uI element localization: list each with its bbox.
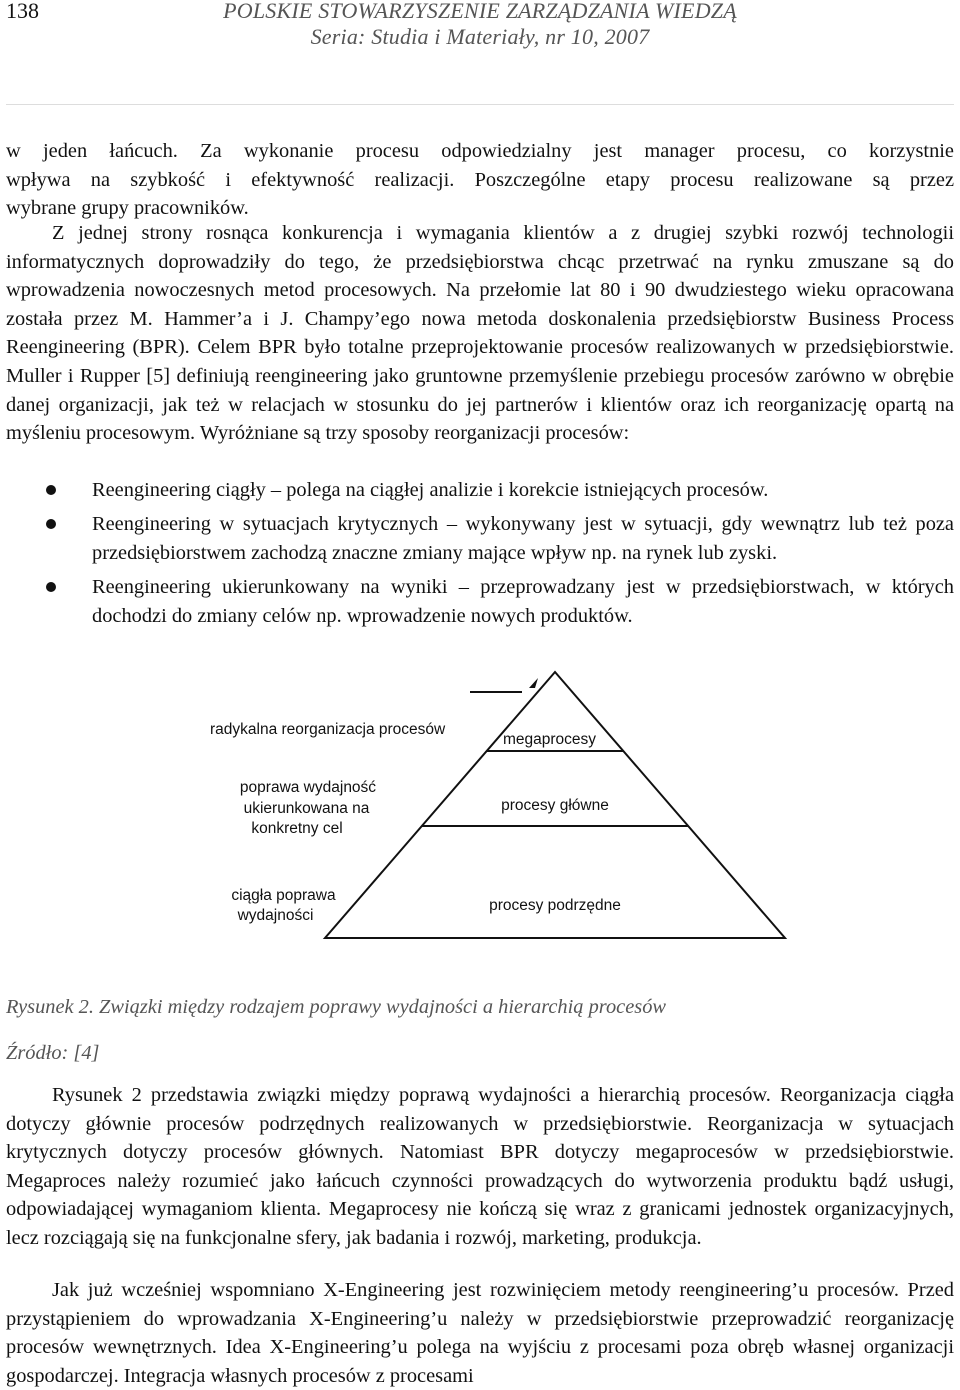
bullet-dot-icon <box>46 582 56 592</box>
bullet-dot-icon <box>46 519 56 529</box>
figure-caption: Rysunek 2. Związki między rodzajem poprawy wydajności a hierarchią procesów <box>6 996 666 1018</box>
label-radical-reorganization: radykalna reorganizacja procesów <box>210 721 446 738</box>
level-label-megaprocesses: megaprocesy <box>503 731 597 748</box>
label-targeted-line-2: ukierunkowana na <box>243 800 370 817</box>
bullet-item <box>6 476 954 504</box>
label-continuous-line-1: ciągła poprawa <box>231 887 336 904</box>
header-divider <box>6 104 954 105</box>
body-paragraph-3 <box>6 1276 954 1390</box>
bullet-text: Reengineering w sytuacjach krytycznych – wykonywany jest w sytuacji, gdy wewnątrz lub też poza przedsiębiorstwem zachodzą znaczne zmiany mające wpływ np. na rynek lub zyski. <box>92 513 954 564</box>
figure-source: Źródło: [4] <box>6 1042 100 1064</box>
intro-paragraph <box>6 137 954 223</box>
running-header <box>0 0 960 60</box>
level-label-main-processes: procesy główne <box>501 797 609 814</box>
label-targeted-line-1: poprawa wydajność <box>239 779 377 796</box>
bullet-item <box>6 573 954 630</box>
paragraph-1-text: Z jednej strony rosnąca konkurencja i wymagania klientów a z drugiej szybki rozwój technologii informatycznych doprowadziły do tego, że przedsiębiorstwa chcąc przetrwać na rynku zmuszane są do wprowadzenia nowoczesnych metod procesowych. Na przełomie lat 80 i 90 dwudziestego wieku opracowana została przez M. Hammer’a i J. Champy’ego nowa metoda doskonalenia przedsiębiorstw Business Process Reengineering (BPR). Celem BPR było totalne przeprojektowanie procesów realizowanych w przedsiębiorstwie. Muller i Rupper [5] definiują reengineering jako gruntowne przemyślenie przebiegu procesów zarówno w obrębie danej organizacji, jak też w relacjach w stosunku do jej partnerów i klientów oraz ich reorganizację opartą na myśleniu procesowym. Wyróżniane są trzy sposoby reorganizacji procesów: <box>6 222 954 445</box>
page-number: 138 <box>6 0 39 23</box>
intro-line-1: w jeden łańcuch. Za wykonanie procesu odpowiedzialny jest manager procesu, co korzystnie <box>6 140 954 162</box>
journal-series: Seria: Studia i Materiały, nr 10, 2007 <box>310 24 650 49</box>
journal-title: POLSKIE STOWARZYSZENIE ZARZĄDZANIA WIEDZĄ <box>223 0 737 23</box>
paragraph-3-text: Jak już wcześniej wspomniano X-Engineering jest rozwinięciem metody reengineering’u procesów. Przed przystąpieniem do wprowadzania X-Engineering’u należy w przedsiębiorstwie przeprowadzić reorganizację procesów wewnętrznych. Idea X-Engineering’u polega na wyjściu z procesami poza obręb własnej organizacji gospodarczej. Integracja własnych procesów z procesami <box>6 1279 954 1387</box>
arrow-head-icon <box>529 678 538 688</box>
level-label-subordinate-processes: procesy podrzędne <box>489 897 621 914</box>
bullet-item <box>6 510 954 567</box>
body-paragraph-1 <box>6 219 954 448</box>
bullet-text: Reengineering ciągły – polega na ciągłej analizie i korekcie istniejących procesów. <box>92 479 769 501</box>
bullet-list <box>6 476 954 630</box>
intro-line-3: wybrane grupy pracowników. <box>6 197 249 220</box>
label-targeted-line-3: konkretny cel <box>251 820 343 837</box>
intro-line-2: wpływa na szybkość i efektywność realizacji. Poszczególne etapy procesu realizowane są przez <box>6 168 954 191</box>
paragraph-2-text: Rysunek 2 przedstawia związki między poprawą wydajności a hierarchią procesów. Reorganizacja ciągła dotyczy głównie procesów podrzędnych realizowanych w przedsiębiorstwie. Reorganizacja w sytuacjach krytycznych dotyczy procesów głównych. Natomiast BPR dotyczy megaprocesów w przedsiębiorstwie. Megaproces należy rozumieć jako łańcuch czynności prowadzących do wytworzenia produktu bądź usługi, odpowiadającej wymaganiom klienta. Megaprocesy nie kończą się wraz z granicami jednostek organizacyjnych, lecz rozciągają się na funkcjonalne sfery, jak badania i rozwój, marketing, produkcja. <box>6 1084 954 1249</box>
bullet-text: Reengineering ukierunkowany na wyniki – przeprowadzany jest w przedsiębiorstwach, w których dochodzi do zmiany celów np. wprowadzenie nowych produktów. <box>92 576 954 627</box>
label-continuous-line-2: wydajności <box>237 907 314 924</box>
pyramid-figure <box>0 660 960 960</box>
body-paragraph-2 <box>6 1081 954 1253</box>
bullet-dot-icon <box>46 485 56 495</box>
